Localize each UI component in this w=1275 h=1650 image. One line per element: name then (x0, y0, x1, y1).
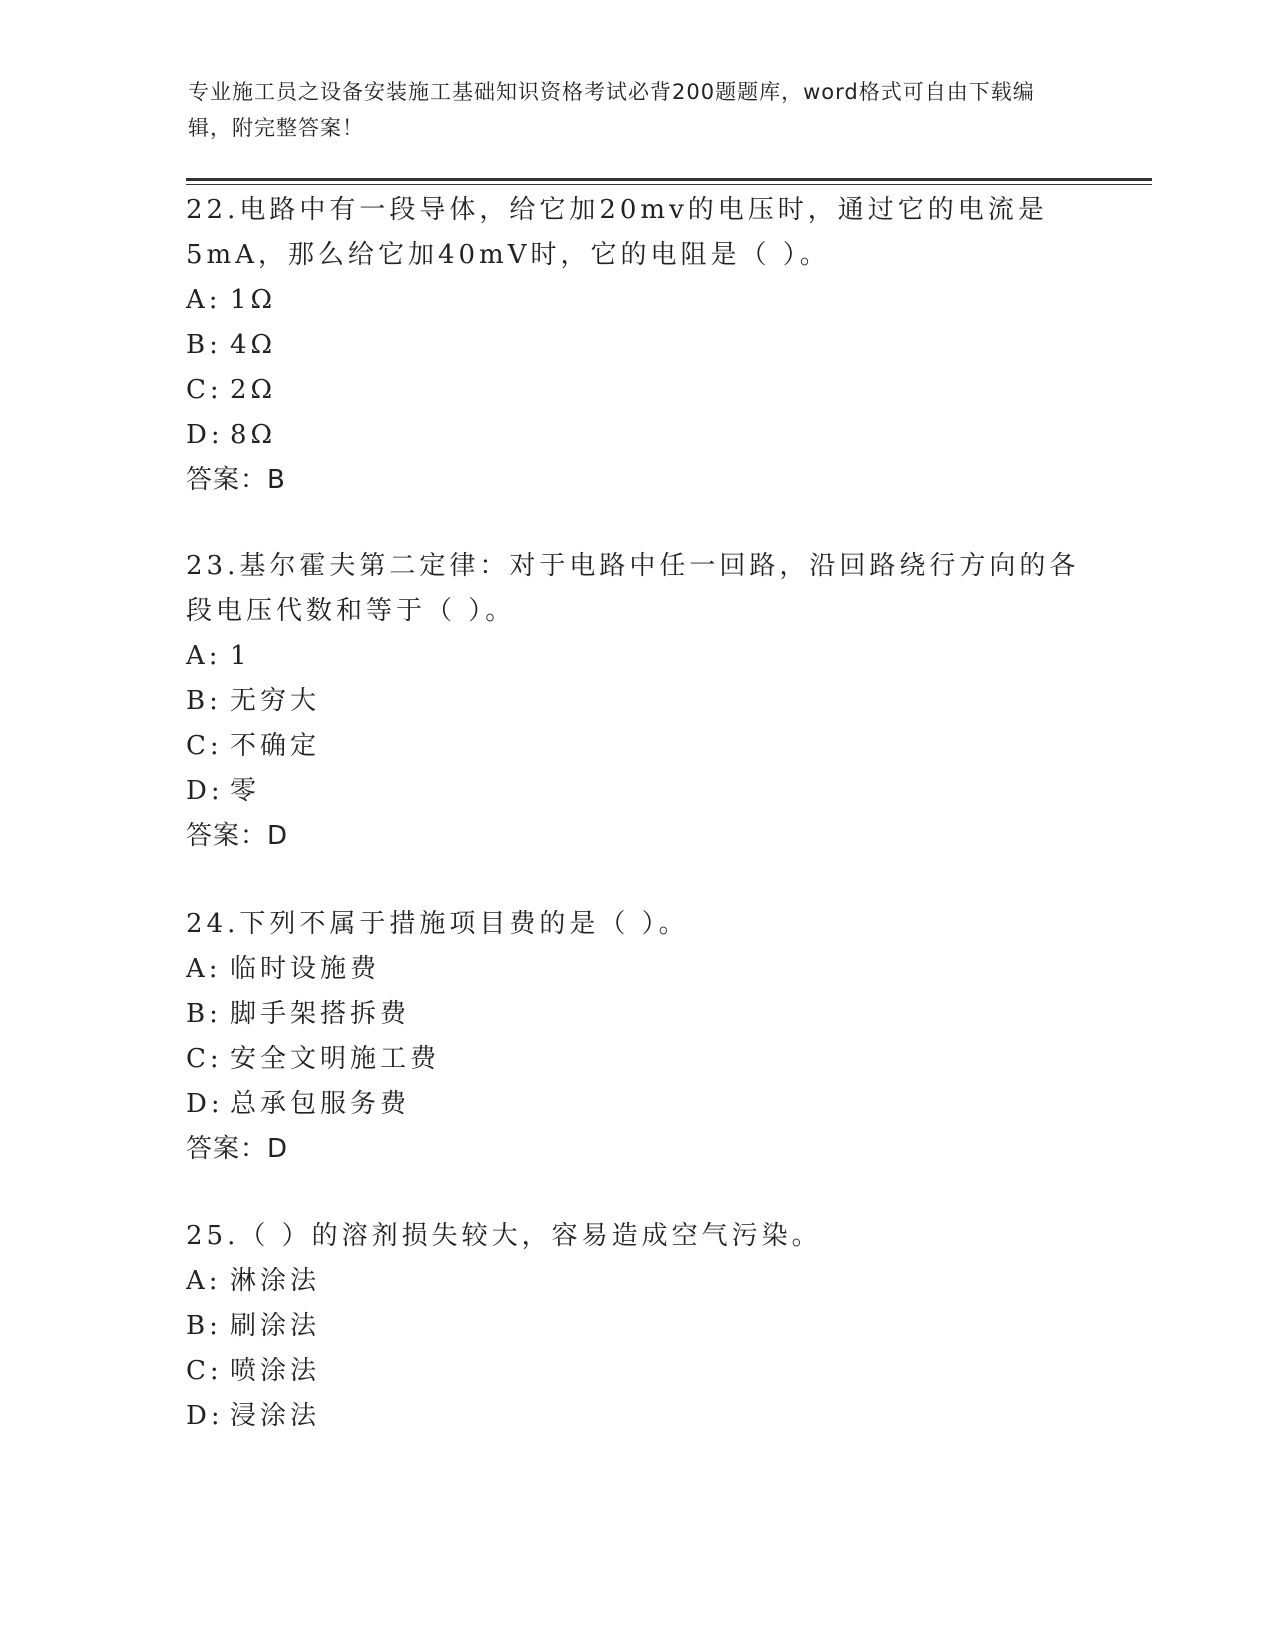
option-c: C: 喷涂法 (186, 1356, 321, 1386)
option-c: C: 安全文明施工费 (186, 1044, 441, 1074)
option-d: D: 浸涂法 (186, 1401, 321, 1431)
document-header: 专业施工员之设备安装施工基础知识资格考试必背200题题库，word格式可自由下载编辑，附完整答案！ (188, 80, 1035, 140)
header-divider-thick (186, 178, 1152, 181)
option-d: D: 总承包服务费 (186, 1089, 411, 1119)
option-a: A: 1 (186, 641, 251, 671)
option-d: D: 零 (186, 776, 261, 806)
option-c: C: 不确定 (186, 731, 321, 761)
option-a: A: 1Ω (186, 285, 277, 315)
question-stem: 24.下列不属于措施项目费的是（ ）。 (186, 909, 689, 939)
question-22 (186, 188, 1086, 503)
header-divider-thin (186, 184, 1152, 185)
option-b: B: 4Ω (186, 330, 277, 360)
option-c: C: 2Ω (186, 375, 277, 405)
answer-line: 答案：D (186, 821, 289, 851)
option-d: D: 8Ω (186, 420, 277, 450)
question-stem: 22.电路中有一段导体，给它加20mv的电压时，通过它的电流是5mA，那么给它加40mV时，它的电阻是（ ）。 (186, 195, 1048, 270)
option-b: B: 刷涂法 (186, 1311, 321, 1341)
question-23 (186, 544, 1086, 859)
option-a: A: 淋涂法 (186, 1266, 321, 1296)
question-stem: 23.基尔霍夫第二定律：对于电路中任一回路，沿回路绕行方向的各段电压代数和等于（ ）。 (186, 551, 1080, 626)
answer-line: 答案：B (186, 465, 286, 495)
option-b: B: 无穷大 (186, 686, 321, 716)
question-24 (186, 902, 1086, 1172)
question-stem: 25.（ ）的溶剂损失较大，容易造成空气污染。 (186, 1221, 822, 1251)
answer-line: 答案：D (186, 1134, 289, 1164)
option-b: B: 脚手架搭拆费 (186, 999, 411, 1029)
option-a: A: 临时设施费 (186, 954, 381, 984)
question-25 (186, 1214, 1086, 1439)
